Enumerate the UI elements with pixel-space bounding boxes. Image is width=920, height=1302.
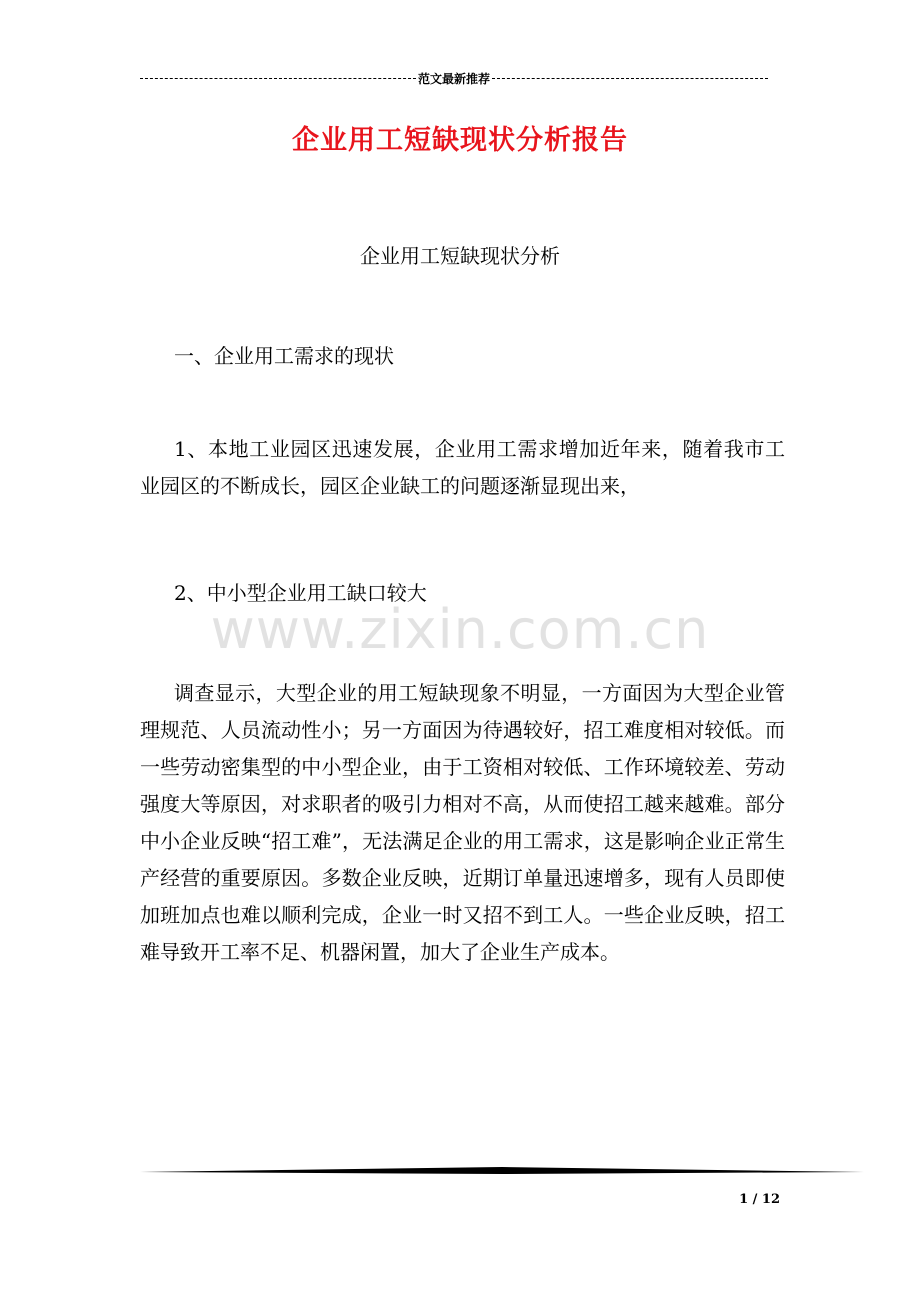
document-title: 企业用工短缺现状分析报告: [292, 125, 628, 156]
header-dash-left: [140, 78, 416, 79]
header-label: 范文最新推荐: [418, 71, 491, 86]
page-number: 1 / 12: [739, 1192, 780, 1207]
footer-rule: [140, 1164, 864, 1178]
paragraph-1: 1、本地工业园区迅速发展，企业用工需求增加近年来，随着我市工业园区的不断成长，园区企业缺工的问题逐渐显现出来，: [140, 437, 785, 498]
paragraph-2: 调查显示，大型企业的用工短缺现象不明显，一方面因为大型企业管理规范、人员流动性小；另一方面因为待遇较好，招工难度相对较低。而一些劳动密集型的中小型企业，由于工资相对较低、工作环境较差、劳动强度大等原因，对求职者的吸引力相对不高，从而使招工越来越难。部分中小企业反映“招工难”，无法满足企业的用工需求，这是影响企业正常生产经营的重要原因。多数企业反映，近期订单量迅速增多，现有人员即使加班加点也难以顺利完成，企业一时又招不到工人。一些企业反映，招工难导致开工率不足、机器闲置，加大了企业生产成本。: [140, 681, 785, 964]
header-dash-right: [492, 78, 768, 79]
page-header: [140, 68, 768, 88]
section-heading-1: 一、企业用工需求的现状: [174, 344, 394, 368]
section-heading-2: 2、中小型企业用工缺口较大: [174, 581, 427, 605]
document-subtitle: 企业用工短缺现状分析: [360, 244, 560, 268]
watermark: www.zixin.com.cn: [210, 598, 710, 661]
